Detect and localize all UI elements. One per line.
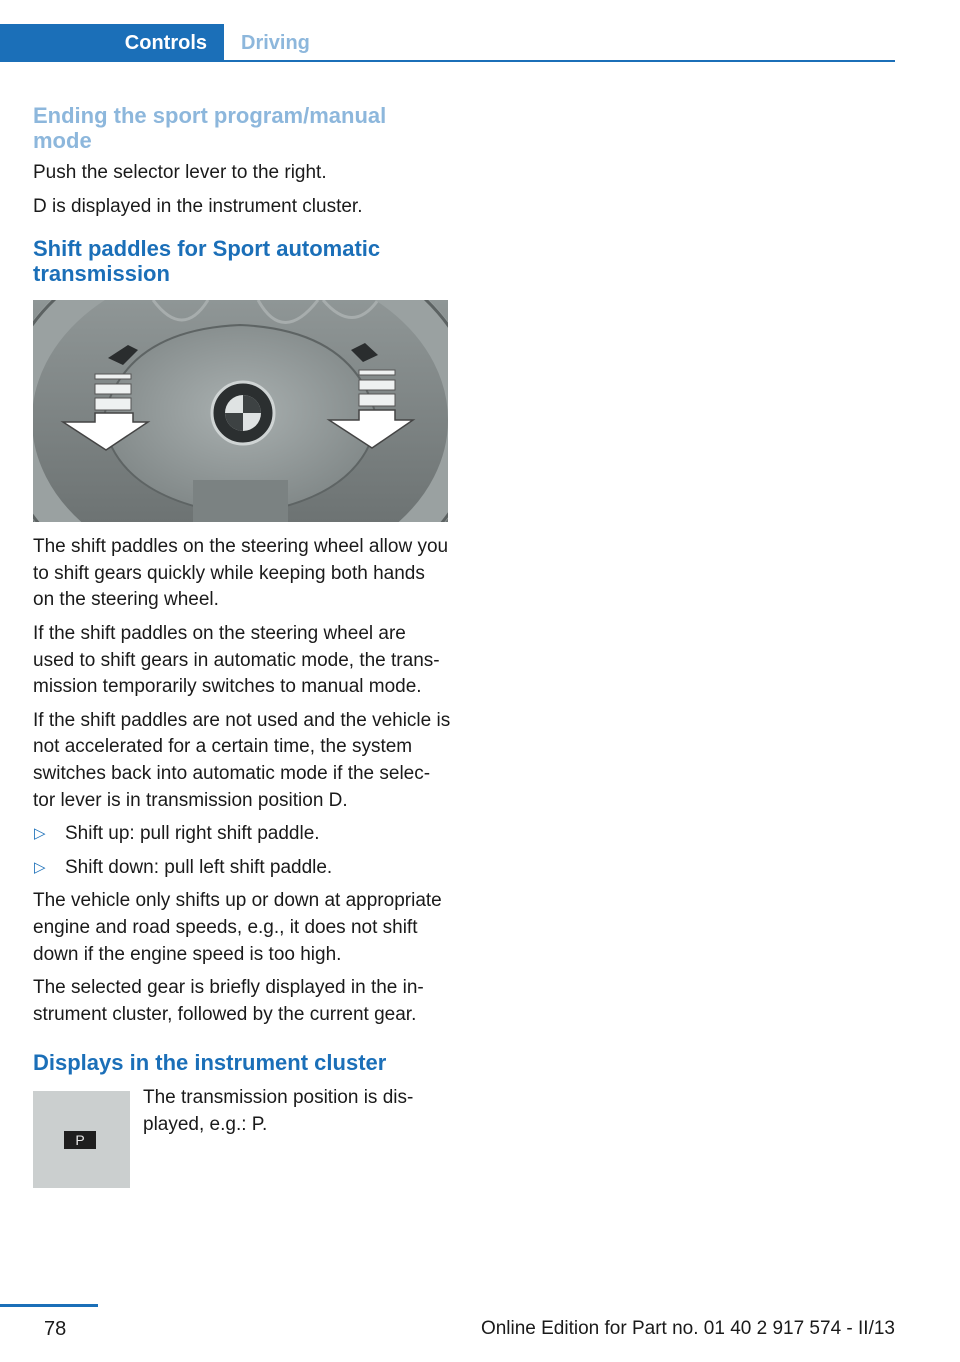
tab-controls[interactable]: Controls xyxy=(0,24,224,62)
triangle-bullet-icon: ▷ xyxy=(34,825,46,843)
paragraph: The vehicle only shifts up or down at appropriate engine and road speeds, e.g., it does not shift down if the engine speed is too high. xyxy=(33,890,442,965)
footer-rule xyxy=(0,1304,98,1307)
steering-wheel-illustration xyxy=(33,300,448,522)
paragraph: The selected gear is briefly displayed in the in‐strument cluster, followed by the current gear. xyxy=(33,977,424,1025)
paragraph: D is displayed in the instrument cluster. xyxy=(33,195,363,217)
heading-ending-sport: Ending the sport program/manual mode xyxy=(33,103,387,153)
edition-note: Online Edition for Part no. 01 40 2 917 574 - II/13 xyxy=(480,1318,895,1339)
paragraph: Push the selector lever to the right. xyxy=(33,162,327,183)
chapter-tabs xyxy=(0,0,895,62)
triangle-bullet-icon: ▷ xyxy=(34,858,46,876)
page-number: 78 xyxy=(44,1318,67,1340)
page-content xyxy=(33,103,451,1185)
paragraph: If the shift paddles are not used and the vehicle is not accelerated for a certain time, the system switches back into automatic mode if the selec‐tor lever is in transmission position D. xyxy=(33,709,451,811)
list-item: ▷ Shift down: pull left shift paddle. xyxy=(33,855,451,882)
heading-shift-paddles: Shift paddles for Sport automatic transmission xyxy=(33,236,381,287)
heading-displays: Displays in the instrument cluster xyxy=(33,1050,387,1076)
display-example xyxy=(33,1085,451,1185)
list-item: ▷ Shift up: pull right shift paddle. xyxy=(33,821,451,848)
paragraph: The shift paddles on the steering wheel allow you to shift gears quickly while keeping both hands on the steering wheel. xyxy=(33,536,449,611)
paragraph: If the shift paddles on the steering wheel are used to shift gears in automatic mode, the trans‐mission temporarily switches to manual mode. xyxy=(33,622,440,698)
instrument-display-image xyxy=(33,1091,130,1188)
shift-instructions-list xyxy=(33,821,451,881)
park-indicator: P xyxy=(64,1131,96,1149)
paragraph: The transmission position is dis‐played, e.g.: P. xyxy=(143,1087,414,1135)
tab-driving[interactable]: Driving xyxy=(241,31,310,54)
header-rule xyxy=(0,60,895,62)
